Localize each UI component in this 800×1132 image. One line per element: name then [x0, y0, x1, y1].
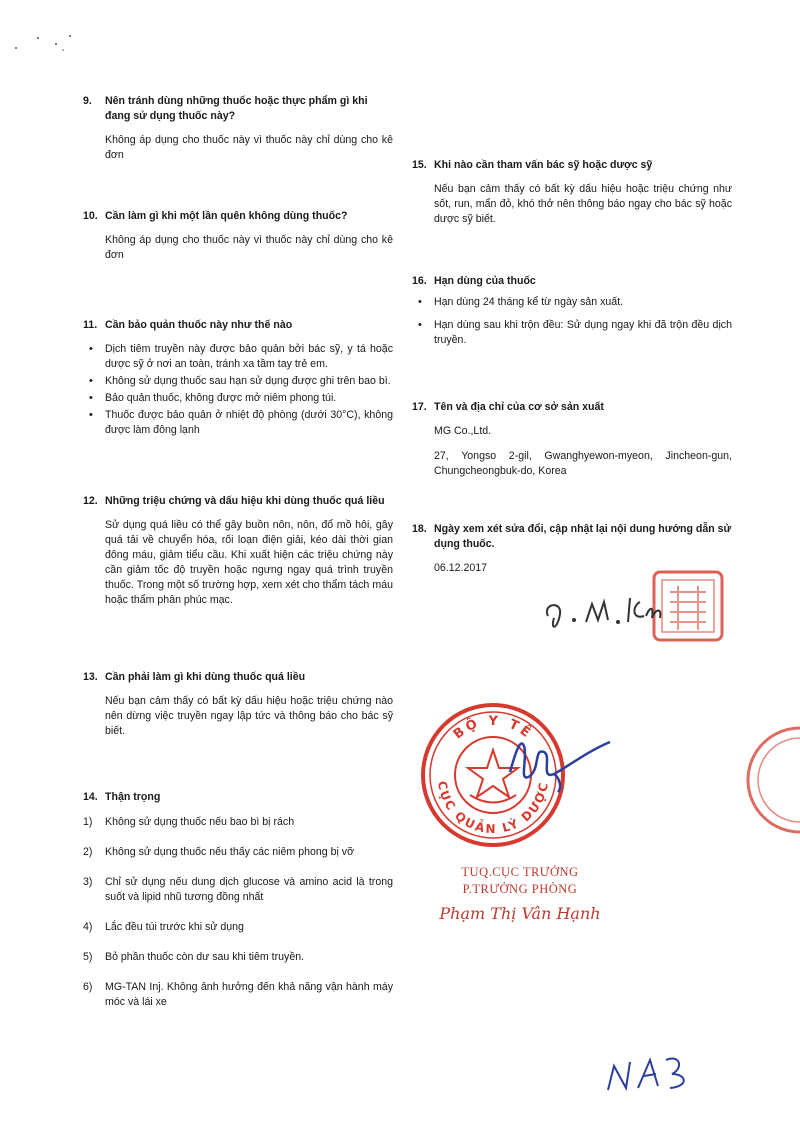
section-14: [83, 790, 393, 1025]
section-9: [83, 94, 393, 163]
section-title: Ngày xem xét sửa đổi, cập nhật lại nội dung hướng dẫn sử dụng thuốc.: [434, 523, 732, 550]
section-number: 12.: [83, 495, 98, 507]
section-13: [83, 670, 393, 739]
section-number: 16.: [412, 275, 427, 287]
partial-stamp-icon: [742, 720, 800, 840]
section-11: [83, 318, 393, 440]
manufacturer-name: MG Co.,Ltd.: [434, 425, 492, 437]
signatory-name: Phạm Thị Vân Hạnh: [439, 904, 601, 923]
section-number: 18.: [412, 523, 427, 535]
section-title: Cần bảo quản thuốc này như thế nào: [105, 319, 293, 331]
section-title: Những triệu chứng và dấu hiệu khi dùng thuốc quá liều: [105, 495, 385, 507]
section-title: Hạn dùng của thuốc: [434, 275, 536, 287]
section-body: Nếu bạn cảm thấy có bất kỳ dấu hiệu hoặc triệu chứng như sốt, run, mẩn đỏ, khó thở nên thông báo ngay cho bác sỹ hoặc dược sỹ biết.: [434, 183, 732, 225]
section-number: 14.: [83, 791, 98, 803]
section-number: 11.: [83, 319, 98, 331]
section-number: 13.: [83, 671, 98, 683]
section-body: Nếu bạn cảm thấy có bất kỳ dấu hiệu hoặc triệu chứng nào nên dừng việc truyền ngay lập tức và thông báo cho bác sỹ biết.: [105, 695, 393, 737]
section-title: Tên và địa chỉ của cơ sở sản xuất: [434, 401, 604, 413]
section-body: Không áp dụng cho thuốc này vì thuốc này chỉ dùng cho kê đơn: [105, 134, 393, 161]
section-title: Khi nào cần tham vấn bác sỹ hoặc dược sỹ: [434, 159, 653, 171]
list-item: • Hạn dùng sau khi trộn đều: Sử dụng ngay khi đã trộn đều dịch truyền.: [412, 318, 732, 348]
section-title: Cần làm gì khi một lần quên không dùng thuốc?: [105, 210, 348, 222]
section-title: Nên tránh dùng những thuốc hoặc thực phẩm gì khi đang sử dụng thuốc này?: [105, 95, 368, 122]
section-body: Không áp dụng cho thuốc này vì thuốc này chỉ dùng cho kê đơn: [105, 234, 393, 261]
list-item: 3) Chỉ sử dụng nếu dung dịch glucose và amino acid là trong suốt và lipid nhũ tương đồng nhất: [83, 876, 393, 903]
list-item: 5) Bỏ phần thuốc còn dư sau khi tiêm truyền.: [83, 951, 305, 963]
storage-list: [83, 342, 393, 438]
stamp-top-text: BỘ Y TẾ: [450, 713, 536, 743]
expiry-list: [412, 295, 732, 348]
handwritten-initials-icon: [540, 586, 690, 636]
section-number: 17.: [412, 401, 427, 413]
list-item: 2) Không sử dụng thuốc nếu thấy các niêm phong bị vỡ: [83, 846, 355, 858]
stamp-bottom-text: CỤC QUẢN LÝ DƯỢC: [434, 779, 552, 837]
signatory-position: P.TRƯỞNG PHÒNG: [462, 882, 578, 896]
section-body: Sử dụng quá liều có thể gây buồn nôn, nôn, đổ mồ hôi, gây quá tải về chuyển hóa, rối loạn điện giải, kéo dài thời gian đông máu, giảm tiểu cầu. Khi xuất hiện các triệu chứng này cần giảm tốc độ truyền hoặc ngưng ngay quá trình truyền thuốc. Trong một số trường hợp, xem xét cho thẩm tách máu hoặc thẩm phân phúc mạc.: [105, 519, 393, 606]
section-12: [83, 494, 393, 608]
list-item: • Hạn dùng 24 tháng kể từ ngày sản xuất.: [412, 295, 732, 310]
section-15: [412, 158, 732, 227]
signatory-block: [420, 864, 620, 923]
revision-date: 06.12.2017: [434, 562, 488, 574]
section-number: 10.: [83, 210, 98, 222]
section-10: [83, 209, 393, 263]
scan-artifact-icon: [8, 30, 78, 60]
list-item: 1) Không sử dụng thuốc nếu bao bì bị rách: [83, 816, 295, 828]
manufacturer-address: 27, Yongso 2-gil, Gwanghyewon-myeon, Jincheon-gun, Chungcheongbuk-do, Korea: [434, 450, 732, 477]
section-title: Thận trọng: [105, 791, 161, 803]
list-item: • Không sử dụng thuốc sau hạn sử dụng được ghi trên bao bì.: [83, 374, 393, 389]
section-number: 15.: [412, 159, 427, 171]
list-item: • Dịch tiêm truyền này được bảo quản bởi bác sỹ, y tá hoặc dược sỹ ở nơi an toàn, tránh xa tầm tay trẻ em.: [83, 342, 393, 372]
list-item: 6) MG-TAN Inj. Không ảnh hưởng đến khả năng vận hành máy móc và lái xe: [83, 981, 393, 1008]
signatory-title: TUQ.CỤC TRƯỞNG: [461, 865, 579, 879]
list-item: • Bảo quản thuốc, không được mở niêm phong túi.: [83, 391, 393, 406]
section-title: Cần phải làm gì khi dùng thuốc quá liều: [105, 671, 306, 683]
list-item: • Thuốc được bảo quản ở nhiệt độ phòng (dưới 30°C), không được làm đông lạnh: [83, 408, 393, 438]
section-17: [412, 400, 732, 479]
handwritten-mark-icon: [600, 1040, 720, 1100]
precautions-list: [83, 815, 393, 1010]
list-item: 4) Lắc đều túi trước khi sử dụng: [83, 921, 244, 933]
section-number: 9.: [83, 95, 92, 107]
signature-icon: [500, 728, 620, 798]
section-16: [412, 274, 732, 350]
